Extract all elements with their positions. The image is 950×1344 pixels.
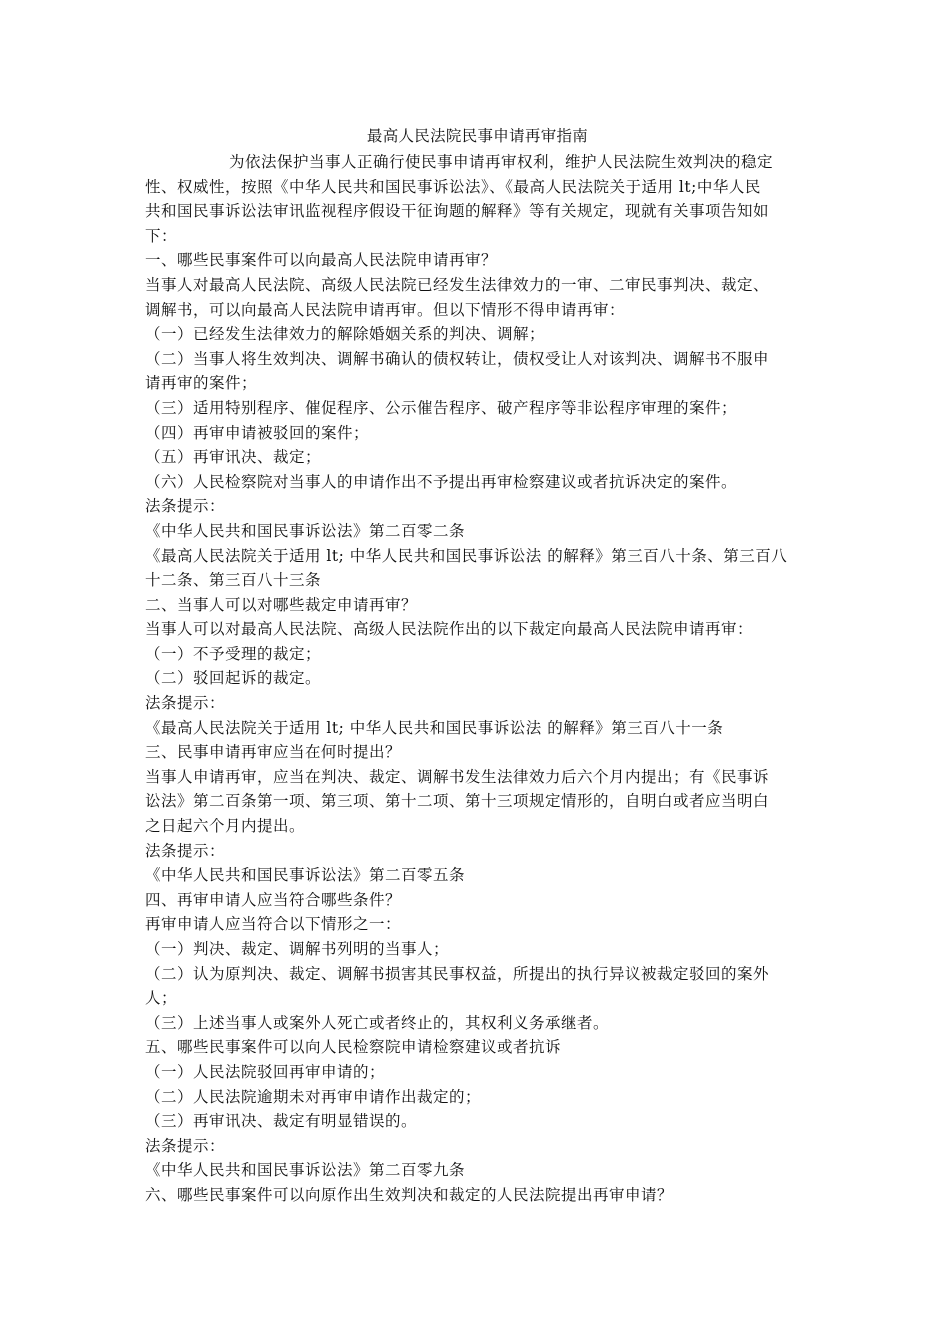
- text-line: 当事人对最高人民法院、高级人民法院已经发生法律效力的一审、二审民事判决、裁定、: [145, 275, 770, 294]
- document-body: [145, 150, 810, 1208]
- text-line: 之日起六个月内提出。: [145, 817, 306, 836]
- text-line: 法条提示：: [145, 497, 226, 516]
- text-line: （一）判决、裁定、调解书列明的当事人；: [145, 940, 450, 958]
- text-line: 调解书，可以向最高人民法院申请再审。但以下情形不得申请再审：: [145, 300, 626, 319]
- text-line: （五）再审讯决、裁定；: [145, 448, 322, 467]
- text-line: 法条提示：: [145, 694, 226, 713]
- text-line: 讼法》第二百条第一项、第三项、第十二项、第十三项规定情形的，自明白或者应当明白: [145, 792, 770, 811]
- text-line: （二）驳回起诉的裁定。: [145, 669, 322, 688]
- text-line: 为依法保护当事人正确行使民事申请再审权利，维护人民法院生效判决的稳定: [229, 153, 774, 171]
- text-line: 性、权威性，按照《中华人民共和国民事诉讼法》、《最高人民法院关于适用 lt;中华人民: [145, 177, 761, 196]
- text-line: （二）人民法院逾期未对再审申请作出裁定的；: [145, 1087, 482, 1106]
- text-line: （六）人民检察院对当事人的申请作出不予提出再审检察建议或者抗诉决定的案件。: [145, 472, 738, 491]
- text-line: 一、哪些民事案件可以向最高人民法院申请再审？: [145, 251, 498, 270]
- document-page: [145, 126, 810, 1208]
- text-line: 人；: [145, 989, 178, 1008]
- text-line: 当事人申请再审，应当在判决、裁定、调解书发生法律效力后六个月内提出；有《民事诉: [145, 767, 770, 786]
- text-line: （三）上述当事人或案外人死亡或者终止的，其权利义务承继者。: [145, 1013, 610, 1032]
- text-line: 三、民事申请再审应当在何时提出？: [145, 743, 402, 762]
- text-line: 法条提示：: [145, 841, 226, 860]
- text-line: （二）认为原判决、裁定、调解书损害其民事权益，所提出的执行异议被裁定驳回的案外: [145, 964, 770, 983]
- text-line: 共和国民事诉讼法审讯监视程序假设干征询题的解释》等有关规定，现就有关事项告知如: [145, 202, 770, 221]
- text-line: 《中华人民共和国民事诉讼法》第二百零九条: [145, 1161, 466, 1180]
- text-line: 下：: [145, 226, 178, 245]
- text-line: 五、哪些民事案件可以向人民检察院申请检察建议或者抗诉: [145, 1038, 562, 1057]
- text-line: 请再审的案件；: [145, 374, 258, 393]
- text-line: 二、当事人可以对哪些裁定申请再审？: [145, 595, 418, 614]
- text-line: 当事人可以对最高人民法院、高级人民法院作出的以下裁定向最高人民法院申请再审：: [145, 620, 754, 639]
- text-line: 《最高人民法院关于适用 lt; 中华人民共和国民事诉讼法 的解释》第三百八十一条: [145, 718, 724, 737]
- text-line: 四、再审申请人应当符合哪些条件？: [145, 890, 402, 909]
- text-line: 《中华人民共和国民事诉讼法》第二百零二条: [145, 521, 466, 540]
- document-title: 最高人民法院民事申请再审指南: [366, 127, 589, 145]
- text-line: （一）人民法院驳回再审申请的；: [145, 1062, 386, 1081]
- text-line: （一）已经发生法律效力的解除婚姻关系的判决、调解；: [145, 325, 546, 344]
- text-line: 六、哪些民事案件可以向原作出生效判决和裁定的人民法院提出再审申请？: [145, 1185, 674, 1204]
- text-line: 《中华人民共和国民事诉讼法》第二百零五条: [145, 866, 466, 885]
- text-line: 十二条、第三百八十三条: [145, 571, 322, 590]
- text-line: （三）再审讯决、裁定有明显错误的。: [145, 1112, 418, 1131]
- text-line: 再审申请人应当符合以下情形之一：: [145, 915, 402, 934]
- text-line: （四）再审申请被驳回的案件；: [145, 423, 370, 442]
- text-line: （二）当事人将生效判决、调解书确认的债权转让，债权受让人对该判决、调解书不服申: [145, 349, 770, 368]
- text-line: 《最高人民法院关于适用 lt; 中华人民共和国民事诉讼法 的解释》第三百八十条、第三百八: [145, 546, 788, 565]
- text-line: （三）适用特别程序、催促程序、公示催告程序、破产程序等非讼程序审理的案件；: [145, 398, 738, 417]
- text-line: 法条提示：: [145, 1136, 226, 1155]
- text-line: （一）不予受理的裁定；: [145, 644, 322, 663]
